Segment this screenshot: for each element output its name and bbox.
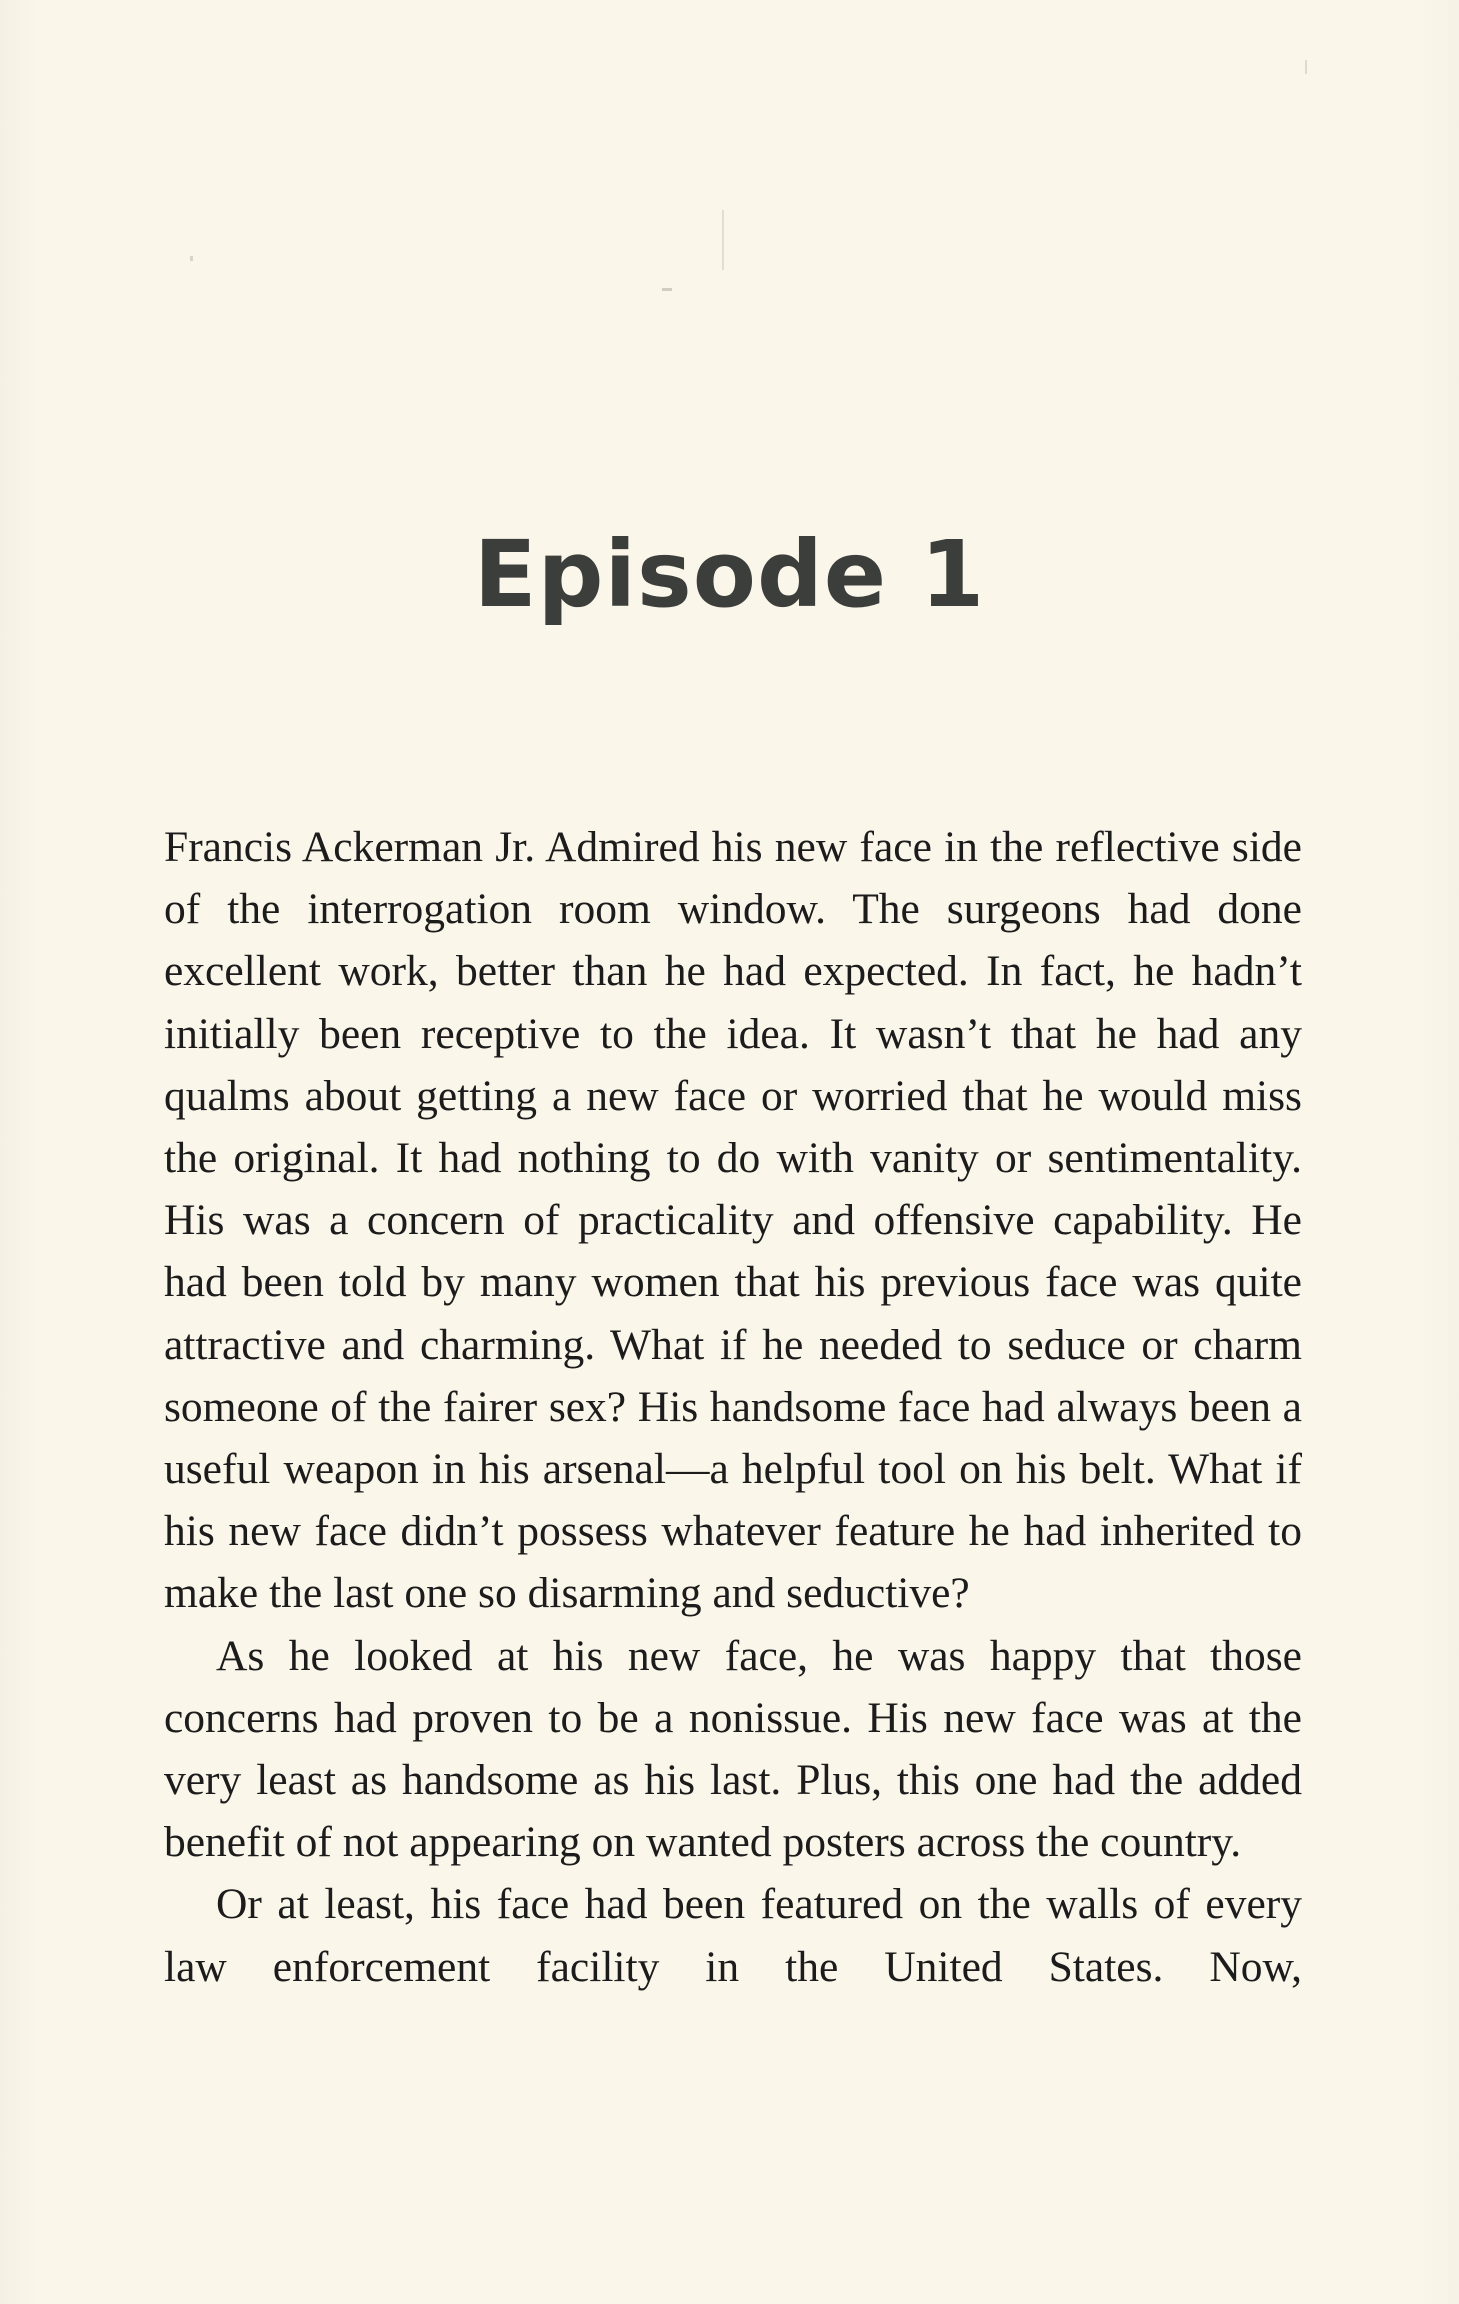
chapter-title: Episode 1 xyxy=(473,521,986,628)
paragraph-2: As he looked at his new face, he was happy that those concerns had proven to be a nonissue. His new face was at the very least as handsome as his last. Plus, this one had the added benefit of not appearing on wanted posters across the country. xyxy=(164,1631,1302,1867)
paragraph-1: Francis Ackerman Jr. Admired his new face in the reflective side of the interrogation room window. The surgeons had done excellent work, better than he had expected. In fact, he hadn’t initially been receptive to the idea. It wasn’t that he had any qualms about getting a new face or worried that he would miss the original. It had nothing to do with vanity or sentimentality. His was a concern of practicality and offensive capability. He had been told by many women that his previous face was quite attractive and charming. What if he needed to seduce or charm someone of the fairer sex? His handsome face had always been a useful weapon in his arsenal—a helpful tool on his belt. What if his new face didn’t possess whatever feature he had inherited to make the last one so disarming and seductive? xyxy=(164,823,1302,1618)
scan-speck xyxy=(722,210,724,270)
scan-speck xyxy=(1305,60,1307,74)
chapter-body xyxy=(164,816,1302,1998)
paragraph-3: Or at least, his face had been featured on the walls of every law enforcement facility in the United States. Now, xyxy=(164,1880,1302,1991)
scan-speck xyxy=(190,256,193,261)
scan-speck xyxy=(662,288,672,291)
